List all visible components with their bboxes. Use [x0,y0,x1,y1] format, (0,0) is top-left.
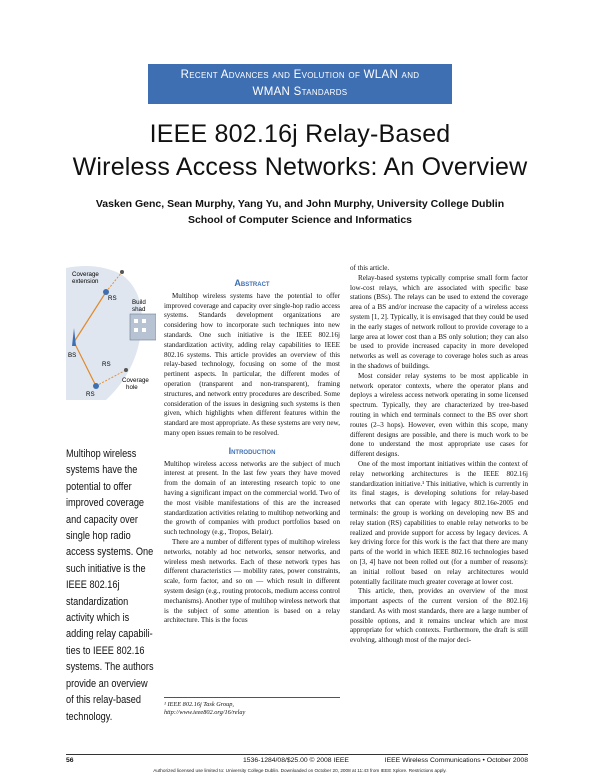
fig-label-coverage: Coverage [72,271,99,278]
intro-paragraph-2: There are a number of different types of multihop wireless networks, notably ad hoc networks, sensor networks, and wireless mesh networks. Each of these network types has different characteristics — mobility rates, power constraints, scale, form factor, and so on — which result in different system design (e.g., routing protocols, medium access control mechanisms). Another type of multihop wireless network that is the subject of some attention is based on a relay architecture. This is the focus [164,537,340,625]
fig-label-hole: hole [126,384,138,391]
fig-label-rs2: RS [102,361,111,368]
introduction-heading: Introduction [228,445,276,456]
footnote-line-1: ¹ IEEE 802.16j Task Group, [164,701,234,708]
page-footer [66,754,528,767]
title-line-1: IEEE 802.16j Relay-Based [149,120,451,148]
pull-quote-line: potential to offer [66,480,132,493]
col2-paragraph-1: Relay-based systems typically comprise small form factor low-cost relays, which are associated with specific base stations (BSs). The relays can be used to extend the coverage area of a BS and/or increase the capacity of a wireless access system [1, 2]. Typically, it is envisaged that they could be used in the early stages of network rollout to provide coverage to a large area at lower cost than a BS only solution; they can also be used to provide increased capacity in more developed networks as well as coverage to coverage holes such as areas in the shadows of buildings. [350,273,528,370]
pull-quote-line: Multihop wireless [66,448,137,460]
pull-quote [66,446,155,725]
pull-quote-line: of this relay-based [66,694,141,707]
fig-label-building: Build [132,299,146,306]
author-affiliation: School of Computer Science and Informatics [187,214,413,226]
mobile-terminal-icon [120,270,124,274]
column-left [164,279,340,626]
fig-label-extension: extension [72,278,99,285]
pull-quote-line: standardization [66,595,129,608]
title-line-2: Wireless Access Networks: An Overview [72,153,528,181]
pull-quote-line: and capacity over [66,513,138,526]
footnote [164,697,340,717]
relay-station-icon [93,383,99,389]
fig-label-shadow: shad [132,306,146,313]
col2-paragraph-4: This article, then, provides an overview of the most important aspects of the current version of the 802.16j standard. As with most standards, there are a large number of possible options, and it remains unclear which are most appropriate for which contexts. Furthermore, the draft is still evolving, although most of the major deci- [350,587,528,645]
fig-label-rs3: RS [86,391,95,398]
page-number: 56 [66,757,74,764]
pull-quote-line: activity which is [66,612,130,625]
col2-paragraph-0: of this article. [350,264,390,272]
abstract-text: Multihop wireless systems have the potential to offer improved coverage and capacity over single-hop radio access systems. Standards development organizations are considering how to incorporate such techniques into new standards. One such initiative is the IEEE 802.16j standardization activity, adding relay capabilities to IEEE 802.16 systems. This article provides an overview of this relay-based technology, focusing on some of the most pertinent aspects. In particular, the different modes of operation (transparent and non-transparent), framing structures, and network entry procedures are described. Some consideration of the issues in designing such systems is then given, which highlights when different features within the standard are most appropriate. As these systems are very new, many open issues remain to be resolved. [164,291,340,437]
banner-line-2: WMAN Standards [252,86,348,98]
license-notice: Authorized licensed use limited to: University College Dublin. Downloaded on October 20, 2008 at 11:43 from IEEE Xplore. Restrictions apply. [153,768,447,773]
issn-line: 1536-1284/08/$25.00 © 2008 IEEE [243,757,349,764]
pull-quote-line: adding relay capabili- [66,628,153,641]
pull-quote-line: IEEE 802.16j [66,579,120,592]
banner-line-1: Recent Advances and Evolution of WLAN and [180,69,420,81]
col2-paragraph-3: One of the most important initiatives within the context of relay networking architectures is the IEEE 802.16j standardization initiative.¹ This initiative, which is currently in its final stages, is developing solutions for relay-based networks that can operate with legacy 802.16e-2005 end terminals: the group is working on developing new BS and relay station (RS) capabilities to enable relay networks to be realized and provide support for access by legacy devices. A key driving force for this work is the fact that there are many parts of the world in which IEEE 802.16 technologies based on [3, 4] have not been rolled out (for a number of reasons): an initial rollout based on relay architectures would potentially facilitate much greater coverage at lower cost. [350,459,528,586]
fig-label-coverage-hole: Coverage [122,377,149,384]
section-banner [148,64,452,104]
pull-quote-line: provide an overview [66,677,148,690]
pull-quote-line: improved coverage [66,497,145,510]
pull-quote-line: ties to IEEE 802.16 [66,644,145,657]
intro-paragraph-1: Multihop wireless access networks are the subject of much interest at present. In the last few years they have moved from the domain of an interesting research topic to one having a significant impact on the commercial world. Two of the most visible manifestations of this are the increased standardization activities relating to multihop networking and the growth of companies with product portfolios based on such technology (e.g., Tropos, Belair). [164,459,340,537]
relay-network-figure [66,262,156,402]
footnote-link[interactable]: http://www.ieee802.org/16/relay [164,709,246,717]
article-title [0,118,600,184]
col2-paragraph-2: Most consider relay systems to be most applicable in network operator contexts, where the operator plans and deploys a wireless access network operating in some licensed spectrum. Typically, they are characterized by tree-based routing in which end terminals connect to the BS over short routes (2–3 hops). However, even within this scope, many different designs are possible, and there is much work to be done to understand the most appropriate use cases for different designs. [350,371,528,459]
pull-quote-line: single hop radio [66,530,131,543]
journal-line: IEEE Wireless Communications • October 2008 [384,757,528,764]
pull-quote-line: systems. The authors [66,661,154,674]
pull-quote-line: technology. [66,710,113,723]
fig-label-rs1: RS [108,295,117,302]
pull-quote-line: access systems. One [66,546,154,559]
building-shape [130,314,156,340]
author-block [0,196,600,228]
column-right [350,264,528,646]
mobile-terminal-icon [124,368,128,372]
author-names: Vasken Genc, Sean Murphy, Yang Yu, and John Murphy, University College Dublin [95,198,505,210]
abstract-heading: Abstract [234,278,270,288]
pull-quote-line: such initiative is the [66,562,146,575]
fig-label-bs: BS [68,352,77,359]
pull-quote-line: systems have the [66,464,138,477]
